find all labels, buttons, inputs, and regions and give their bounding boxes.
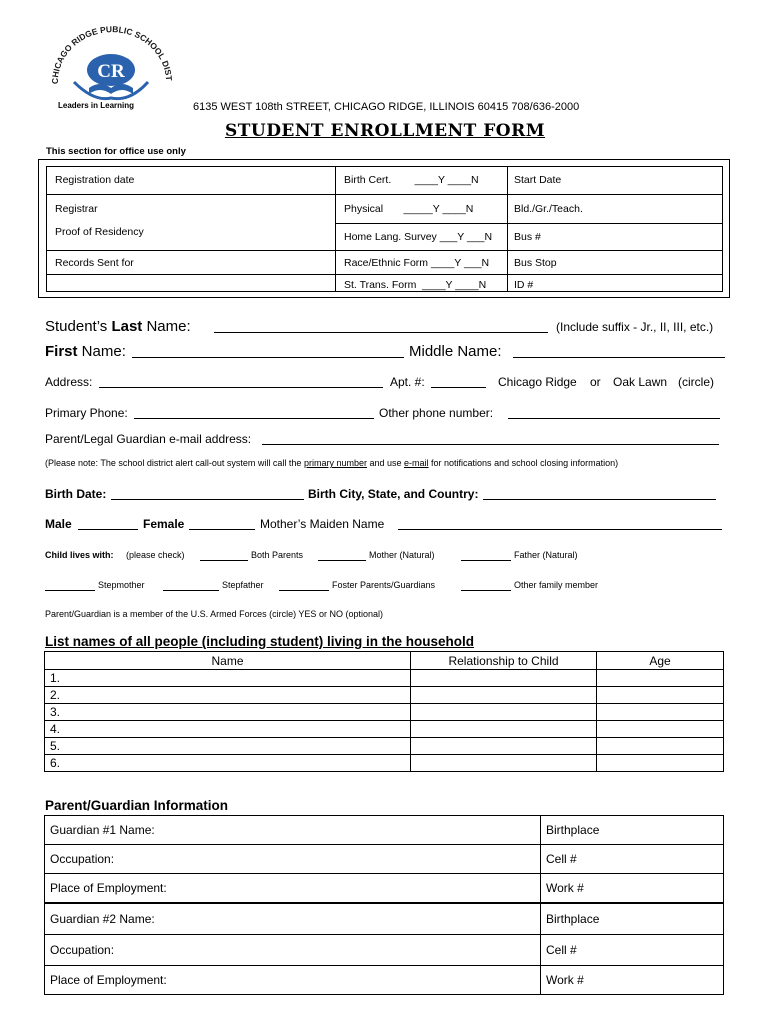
table-row[interactable] [45,704,724,721]
town-chicago-ridge[interactable]: Chicago Ridge [498,375,577,389]
birth-cert-field[interactable]: Birth Cert. ____Y ____N [344,174,479,186]
page-title: STUDENT ENROLLMENT FORM [224,121,546,141]
other-family-blank[interactable] [461,579,511,591]
address-input[interactable] [99,374,383,388]
row-number: 5. [45,738,411,755]
table-row [45,845,724,874]
age-cell[interactable] [597,738,724,755]
race-ethnic-form-field[interactable]: Race/Ethnic Form ____Y ___N [344,257,490,269]
svg-text:CR: CR [97,61,125,82]
divider [46,194,723,195]
stepfather-blank[interactable] [163,579,219,591]
birth-date-label: Birth Date: [45,487,107,501]
birth-city-input[interactable] [483,486,716,500]
first-name-label: First Name: [45,343,126,360]
armed-forces-label: Parent/Guardian is a member of the U.S. Armed Forces (circle) YES or NO (optional) [45,609,383,619]
guardian-table [44,815,724,995]
suffix-note: (Include suffix - Jr., II, III, etc.) [556,320,714,334]
home-lang-survey-field[interactable]: Home Lang. Survey ___Y ___N [344,231,493,243]
town-oak-lawn[interactable]: Oak Lawn [613,375,668,389]
row-number: 1. [45,670,411,687]
guardian2-occupation-field[interactable]: Occupation: [45,935,541,966]
registrar-label: Registrar [55,203,98,215]
maiden-name-input[interactable] [398,516,722,530]
maiden-name-label: Mother’s Maiden Name [260,517,385,531]
alert-note: (Please note: The school district alert call-out system will call the primary number and use e-mail for notifications and school closing information) [45,458,619,468]
relationship-cell[interactable] [411,738,597,755]
female-input[interactable] [189,516,255,530]
both-parents-label: Both Parents [251,550,304,560]
male-input[interactable] [78,516,138,530]
divider [335,223,723,224]
male-label: Male [45,517,72,531]
row-number: 3. [45,704,411,721]
guardian1-work-field[interactable]: Work # [541,874,724,903]
household-heading: List names of all people (including student) living in the household [45,634,475,649]
other-family-label: Other family member [514,580,599,590]
table-row [45,816,724,845]
row-number: 2. [45,687,411,704]
tagline: Leaders in Learning [58,101,135,110]
table-row [45,903,724,935]
bus-number-label: Bus # [514,231,541,243]
circle-note: (circle) [678,375,714,389]
guardian1-name-field[interactable]: Guardian #1 Name: [45,816,541,845]
lives-with-label: Child lives with: [45,550,114,560]
table-row[interactable] [45,755,724,772]
stepmother-blank[interactable] [45,579,95,591]
stepfather-label: Stepfather [222,580,264,590]
guardian1-occupation-field[interactable]: Occupation: [45,845,541,874]
office-note: This section for office use only [46,146,186,157]
age-cell[interactable] [597,721,724,738]
foster-blank[interactable] [279,579,329,591]
bus-stop-label: Bus Stop [514,257,557,269]
email-input[interactable] [262,431,719,445]
address-label: Address: [45,375,93,389]
table-row [45,935,724,966]
other-phone-label: Other phone number: [379,406,494,420]
bld-gr-teach-label: Bld./Gr./Teach. [514,203,583,215]
age-cell[interactable] [597,687,724,704]
guardian2-work-field[interactable]: Work # [541,966,724,995]
other-phone-input[interactable] [508,405,720,419]
birth-date-input[interactable] [111,486,304,500]
household-table [44,651,724,772]
primary-phone-input[interactable] [134,405,374,419]
guardian2-employment-field[interactable]: Place of Employment: [45,966,541,995]
email-label: Parent/Legal Guardian e-mail address: [45,432,252,446]
foster-label: Foster Parents/Guardians [332,580,436,590]
apt-label: Apt. #: [390,375,425,389]
guardian2-cell-field[interactable]: Cell # [541,935,724,966]
relationship-cell[interactable] [411,704,597,721]
records-sent-label: Records Sent for [55,257,134,269]
col-relationship: Relationship to Child [411,652,597,670]
age-cell[interactable] [597,670,724,687]
svg-text:CHICAGO RIDGE PUBLIC SCHOOL DI: CHICAGO RIDGE PUBLIC SCHOOL DIST [49,24,175,85]
relationship-cell[interactable] [411,670,597,687]
both-parents-blank[interactable] [200,549,248,561]
col-name: Name [45,652,411,670]
id-number-label: ID # [514,279,534,291]
middle-name-input[interactable] [513,341,725,358]
relationship-cell[interactable] [411,687,597,704]
guardian2-birthplace-field[interactable]: Birthplace [541,903,724,935]
please-check-label: (please check) [126,550,185,560]
relationship-cell[interactable] [411,721,597,738]
col-age: Age [597,652,724,670]
primary-phone-label: Primary Phone: [45,406,128,420]
relationship-cell[interactable] [411,755,597,772]
table-row [45,874,724,903]
table-row[interactable] [45,670,724,687]
father-label: Father (Natural) [514,550,578,560]
birth-city-label: Birth City, State, and Country: [308,487,479,501]
st-trans-form-field[interactable]: St. Trans. Form ____Y ____N [344,279,487,291]
first-name-input[interactable] [132,341,404,358]
last-name-label: Student’s Last Name: [45,318,191,335]
town-or: or [590,375,601,389]
female-label: Female [143,517,185,531]
row-number: 6. [45,755,411,772]
table-row[interactable] [45,721,724,738]
registration-date-label: Registration date [55,174,135,186]
guardian1-employment-field[interactable]: Place of Employment: [45,874,541,903]
table-row [45,966,724,995]
guardian1-birthplace-field[interactable]: Birthplace [541,816,724,845]
middle-name-label: Middle Name: [409,343,502,360]
mother-blank[interactable] [318,549,366,561]
school-address: 6135 WEST 108th STREET, CHICAGO RIDGE, ILLINOIS 60415 708/636-2000 [193,101,580,113]
stepmother-label: Stepmother [98,580,145,590]
guardian2-name-field[interactable]: Guardian #2 Name: [45,903,541,935]
last-name-input[interactable] [214,316,548,333]
guardian-heading: Parent/Guardian Information [45,798,229,813]
apt-input[interactable] [431,374,486,388]
physical-field[interactable]: Physical _____Y ____N [344,203,474,215]
age-cell[interactable] [597,755,724,772]
table-row[interactable] [45,738,724,755]
age-cell[interactable] [597,704,724,721]
divider [46,250,723,251]
row-number: 4. [45,721,411,738]
table-row[interactable] [45,687,724,704]
father-blank[interactable] [461,549,511,561]
mother-label: Mother (Natural) [369,550,435,560]
household-header-row [45,652,724,670]
divider [46,274,723,275]
proof-of-residency-label: Proof of Residency [55,226,144,238]
start-date-label: Start Date [514,174,562,186]
guardian1-cell-field[interactable]: Cell # [541,845,724,874]
